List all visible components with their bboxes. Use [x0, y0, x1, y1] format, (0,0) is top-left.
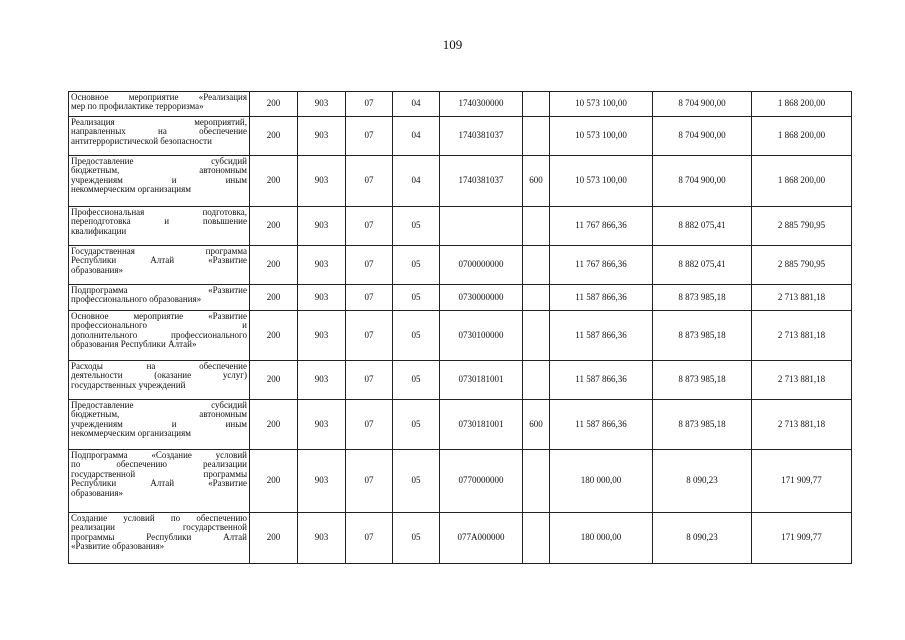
amount-executed-cell: 8 090,23: [653, 513, 752, 564]
item-name-line: Предоставление субсидий: [71, 156, 247, 166]
target-article-cell: 0730181001: [440, 400, 523, 450]
table-row: [69, 92, 852, 117]
budget-code-cell: 200: [250, 92, 298, 117]
item-name-line: бюджетным, автономным: [71, 409, 247, 420]
item-name-line: Подпрограмма «Создание условий: [71, 450, 247, 460]
amount-remaining-cell: 2 713 881,18: [752, 400, 852, 450]
amount-executed-cell: 8 090,23: [653, 450, 752, 513]
item-name-line: Основное мероприятие «Реализация: [71, 92, 247, 102]
item-name-line: учреждениям и иным: [71, 418, 247, 429]
table-row: [69, 285, 852, 311]
table-row: [69, 400, 852, 450]
amount-remaining-cell: 171 909,77: [752, 450, 852, 513]
item-name-line: по обеспечению реализации: [71, 459, 247, 470]
subsection-code-cell: 05: [393, 207, 440, 246]
department-code-cell: 903: [298, 92, 346, 117]
budget-code-cell: 200: [250, 117, 298, 156]
amount-total-cell: 180 000,00: [550, 450, 653, 513]
item-name-cell: [69, 311, 250, 361]
amount-executed-cell: 8 882 075,41: [653, 207, 752, 246]
amount-executed-cell: 8 873 985,18: [653, 311, 752, 361]
target-article-cell: 077A000000: [440, 513, 523, 564]
subsection-code-cell: 05: [393, 513, 440, 564]
amount-executed-cell: 8 704 900,00: [653, 117, 752, 156]
table-row: [69, 156, 852, 207]
amount-total-cell: 180 000,00: [550, 513, 653, 564]
target-article-cell: [440, 207, 523, 246]
amount-executed-cell: 8 873 985,18: [653, 361, 752, 400]
item-name-line: профессионального образования»: [71, 294, 202, 305]
amount-total-cell: 10 573 100,00: [550, 156, 653, 207]
item-name-line: Государственная программа: [71, 246, 247, 256]
department-code-cell: 903: [298, 156, 346, 207]
page-number: 109: [442, 37, 463, 52]
table-row: [69, 361, 852, 400]
amount-remaining-cell: 2 713 881,18: [752, 285, 852, 311]
subsection-code-cell: 05: [393, 361, 440, 400]
budget-code-cell: 200: [250, 311, 298, 361]
section-code-cell: 07: [346, 513, 393, 564]
amount-remaining-cell: 1 868 200,00: [752, 117, 852, 156]
amount-total-cell: 10 573 100,00: [550, 92, 653, 117]
amount-executed-cell: 8 873 985,18: [653, 285, 752, 311]
budget-code-cell: 200: [250, 246, 298, 285]
item-name-line: «Развитие образования»: [71, 541, 165, 552]
target-article-cell: 0770000000: [440, 450, 523, 513]
department-code-cell: 903: [298, 285, 346, 311]
item-name-line: образования Республики Алтай»: [71, 339, 197, 350]
item-name-line: Профессиональная подготовка,: [71, 207, 247, 217]
budget-code-cell: 200: [250, 361, 298, 400]
amount-remaining-cell: 1 868 200,00: [752, 92, 852, 117]
table-row: [69, 311, 852, 361]
department-code-cell: 903: [298, 117, 346, 156]
budget-code-cell: 200: [250, 285, 298, 311]
table-row: [69, 513, 852, 564]
budget-code-cell: 200: [250, 156, 298, 207]
expense-type-cell: [523, 311, 550, 361]
table-row: [69, 207, 852, 246]
table-row: [69, 450, 852, 513]
section-code-cell: 07: [346, 311, 393, 361]
department-code-cell: 903: [298, 400, 346, 450]
section-code-cell: 07: [346, 207, 393, 246]
expense-type-cell: [523, 207, 550, 246]
section-code-cell: 07: [346, 285, 393, 311]
item-name-cell: [69, 450, 250, 513]
section-code-cell: 07: [346, 246, 393, 285]
department-code-cell: 903: [298, 311, 346, 361]
item-name-line: Республики Алтай «Развитие: [71, 478, 247, 489]
department-code-cell: 903: [298, 513, 346, 564]
budget-code-cell: 200: [250, 450, 298, 513]
item-name-line: Создание условий по обеспечению: [71, 513, 247, 523]
item-name-line: учреждениям и иным: [71, 174, 247, 185]
item-name-line: Подпрограмма «Развитие: [71, 285, 247, 295]
item-name-line: мер по профилактике терроризма»: [71, 101, 204, 112]
item-name-line: переподготовка и повышение: [71, 216, 247, 227]
expense-type-cell: [523, 246, 550, 285]
department-code-cell: 903: [298, 450, 346, 513]
target-article-cell: 0730181001: [440, 361, 523, 400]
amount-remaining-cell: 171 909,77: [752, 513, 852, 564]
table-row: [69, 117, 852, 156]
amount-remaining-cell: 2 713 881,18: [752, 361, 852, 400]
item-name-cell: [69, 92, 250, 117]
section-code-cell: 07: [346, 361, 393, 400]
subsection-code-cell: 04: [393, 156, 440, 207]
amount-total-cell: 11 767 866,36: [550, 246, 653, 285]
subsection-code-cell: 04: [393, 117, 440, 156]
target-article-cell: 1740381037: [440, 156, 523, 207]
item-name-cell: [69, 156, 250, 207]
expense-type-cell: [523, 513, 550, 564]
subsection-code-cell: 05: [393, 246, 440, 285]
budget-code-cell: 200: [250, 513, 298, 564]
department-code-cell: 903: [298, 361, 346, 400]
item-name-line: программы Республики Алтай: [71, 531, 247, 542]
item-name-cell: [69, 117, 250, 156]
item-name-line: деятельности (оказание услуг): [71, 370, 247, 381]
section-code-cell: 07: [346, 92, 393, 117]
item-name-line: образования»: [71, 264, 123, 275]
amount-executed-cell: 8 704 900,00: [653, 156, 752, 207]
subsection-code-cell: 05: [393, 400, 440, 450]
item-name-line: квалификации: [71, 225, 127, 236]
department-code-cell: 903: [298, 207, 346, 246]
item-name-line: направленных на обеспечение: [71, 126, 247, 137]
item-name-line: государственных учреждений: [71, 379, 186, 390]
subsection-code-cell: 05: [393, 450, 440, 513]
expense-type-cell: [523, 450, 550, 513]
expense-type-cell: [523, 117, 550, 156]
item-name-line: профессионального и: [71, 320, 247, 331]
amount-remaining-cell: 2 885 790,95: [752, 207, 852, 246]
item-name-line: государственной программы: [71, 468, 247, 479]
amount-total-cell: 11 587 866,36: [550, 285, 653, 311]
expense-type-cell: [523, 92, 550, 117]
target-article-cell: 0730000000: [440, 285, 523, 311]
item-name-line: некоммерческим организациям: [71, 184, 191, 195]
item-name-line: Расходы на обеспечение: [71, 361, 247, 371]
item-name-cell: [69, 246, 250, 285]
amount-total-cell: 11 587 866,36: [550, 400, 653, 450]
expense-type-cell: [523, 361, 550, 400]
subsection-code-cell: 05: [393, 285, 440, 311]
budget-code-cell: 200: [250, 207, 298, 246]
item-name-line: Предоставление субсидий: [71, 400, 247, 410]
budget-table-body: [69, 92, 852, 564]
item-name-line: бюджетным, автономным: [71, 165, 247, 176]
item-name-line: дополнительного профессионального: [71, 329, 247, 340]
item-name-line: реализации государственной: [71, 522, 247, 533]
amount-remaining-cell: 2 885 790,95: [752, 246, 852, 285]
item-name-line: некоммерческим организациям: [71, 428, 191, 439]
amount-remaining-cell: 1 868 200,00: [752, 156, 852, 207]
amount-total-cell: 11 767 866,36: [550, 207, 653, 246]
section-code-cell: 07: [346, 117, 393, 156]
amount-executed-cell: 8 882 075,41: [653, 246, 752, 285]
subsection-code-cell: 05: [393, 311, 440, 361]
target-article-cell: 1740300000: [440, 92, 523, 117]
amount-total-cell: 11 587 866,36: [550, 311, 653, 361]
target-article-cell: 0730100000: [440, 311, 523, 361]
amount-total-cell: 11 587 866,36: [550, 361, 653, 400]
expense-type-cell: 600: [523, 400, 550, 450]
amount-executed-cell: 8 704 900,00: [653, 92, 752, 117]
budget-table: [68, 91, 852, 564]
item-name-line: Основное мероприятие «Развитие: [71, 311, 247, 321]
table-row: [69, 246, 852, 285]
item-name-cell: [69, 513, 250, 564]
item-name-cell: [69, 361, 250, 400]
section-code-cell: 07: [346, 156, 393, 207]
item-name-cell: [69, 400, 250, 450]
department-code-cell: 903: [298, 246, 346, 285]
expense-type-cell: [523, 285, 550, 311]
expense-type-cell: 600: [523, 156, 550, 207]
budget-code-cell: 200: [250, 400, 298, 450]
item-name-line: антитеррористической безопасности: [71, 135, 212, 146]
item-name-cell: [69, 285, 250, 311]
item-name-line: Республики Алтай «Развитие: [71, 255, 247, 266]
subsection-code-cell: 04: [393, 92, 440, 117]
amount-remaining-cell: 2 713 881,18: [752, 311, 852, 361]
target-article-cell: 1740381037: [440, 117, 523, 156]
amount-total-cell: 10 573 100,00: [550, 117, 653, 156]
section-code-cell: 07: [346, 400, 393, 450]
section-code-cell: 07: [346, 450, 393, 513]
item-name-line: образования»: [71, 487, 123, 498]
item-name-cell: [69, 207, 250, 246]
target-article-cell: 0700000000: [440, 246, 523, 285]
item-name-line: Реализация мероприятий,: [71, 117, 247, 127]
amount-executed-cell: 8 873 985,18: [653, 400, 752, 450]
